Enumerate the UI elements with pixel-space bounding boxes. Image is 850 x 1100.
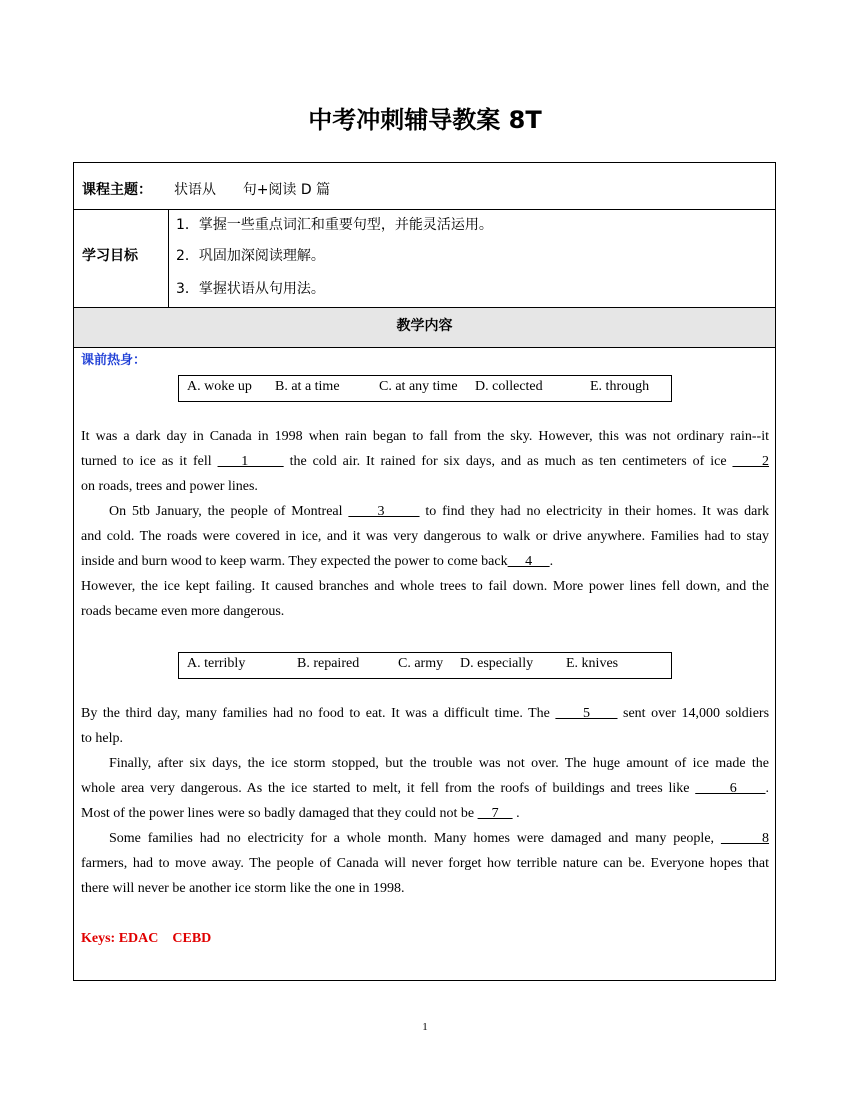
text-line xyxy=(81,549,769,574)
text: . xyxy=(765,781,770,796)
topic-value: 状语从 句+阅读 D 篇 xyxy=(174,182,331,198)
text: sent over 14,000 soldiers xyxy=(623,706,770,721)
goal-item: 1．掌握一些重点词汇和重要句型，并能灵活运用。 xyxy=(176,217,493,233)
text-line xyxy=(81,776,769,801)
text: to find they had no electricity in their homes. It was dark xyxy=(425,504,770,519)
page-title: 中考冲刺辅导教案 8T xyxy=(308,106,542,134)
text-line xyxy=(81,499,769,524)
text: . xyxy=(549,554,554,569)
option: C. army xyxy=(398,656,444,671)
blank-6: 6 xyxy=(695,781,766,796)
blank-3: 3 xyxy=(348,504,420,519)
text: By the third day, many families had no food to eat. It was a difficult time. The xyxy=(81,706,550,721)
option: A. terribly xyxy=(187,656,246,671)
section-header: 教学内容 xyxy=(74,308,775,348)
option: B. repaired xyxy=(297,656,360,671)
text-line: there will never be another ice storm like the one in 1998. xyxy=(81,881,405,896)
text: Most of the power lines were so badly damaged that they could not be xyxy=(81,806,475,821)
answer-keys: Keys: EDAC CEBD xyxy=(81,931,212,946)
option: D. especially xyxy=(460,656,534,671)
goals-row xyxy=(74,210,775,308)
option: A. woke up xyxy=(187,379,252,394)
text-line: roads became even more dangerous. xyxy=(81,604,285,619)
text-line xyxy=(81,826,769,851)
topic-row xyxy=(74,163,775,210)
options-box-2 xyxy=(178,652,672,679)
text-line: Finally, after six days, the ice storm stopped, but the trouble was not over. The huge amount of ice made the xyxy=(109,756,769,771)
option: D. collected xyxy=(475,379,543,394)
option: E. knives xyxy=(566,656,619,671)
page-number: 1 xyxy=(422,1021,428,1033)
text-line: However, the ice kept failing. It caused branches and whole trees to fail down. More power lines fell down, and the xyxy=(81,579,769,594)
text: turned to ice as it fell xyxy=(81,454,212,469)
text-line: and cold. The roads were covered in ice, and it was very dangerous to walk or drive anywhere. Families had to stay xyxy=(81,529,769,544)
column-divider xyxy=(168,210,169,307)
blank-2: 2 xyxy=(732,454,770,469)
blank-7: 7 xyxy=(477,806,513,821)
text: inside and burn wood to keep warm. They expected the power to come back xyxy=(81,554,508,569)
option: C. at any time xyxy=(379,379,458,394)
text: the cold air. It rained for six days, and as much as ten centimeters of ice xyxy=(289,454,727,469)
option: E. through xyxy=(590,379,650,394)
passage-part-2 xyxy=(81,701,769,901)
goal-item: 2．巩固加深阅读理解。 xyxy=(176,248,325,264)
blank-8: 8 xyxy=(720,831,770,846)
text-line: It was a dark day in Canada in 1998 when rain began to fall from the sky. However, this was not ordinary rain--it xyxy=(81,429,769,444)
option: B. at a time xyxy=(275,379,340,394)
text: On 5tb January, the people of Montreal xyxy=(109,504,343,519)
text: whole area very dangerous. As the ice started to melt, it fell from the roofs of buildings and trees like xyxy=(81,781,690,796)
goals-label: 学习目标 xyxy=(82,248,138,264)
warmup-label: 课前热身： xyxy=(81,353,147,368)
goal-item: 3．掌握状语从句用法。 xyxy=(176,281,325,297)
blank-1: 1 xyxy=(217,454,284,469)
text-line: to help. xyxy=(81,731,123,746)
options-box-1 xyxy=(178,375,672,402)
blank-4: 4 xyxy=(507,554,550,569)
text: Some families had no electricity for a whole month. Many homes were damaged and many people, xyxy=(109,831,715,846)
blank-5: 5 xyxy=(555,706,618,721)
passage-part-1 xyxy=(81,424,769,624)
text-line xyxy=(81,801,769,826)
text-line: farmers, had to move away. The people of Canada will never forget how terrible nature can be. Everyone hopes that xyxy=(81,856,769,871)
text-line xyxy=(81,449,769,474)
topic-label: 课程主题： xyxy=(82,182,152,198)
text: . xyxy=(516,806,520,821)
text-line xyxy=(81,701,769,726)
text-line: on roads, trees and power lines. xyxy=(81,479,258,494)
